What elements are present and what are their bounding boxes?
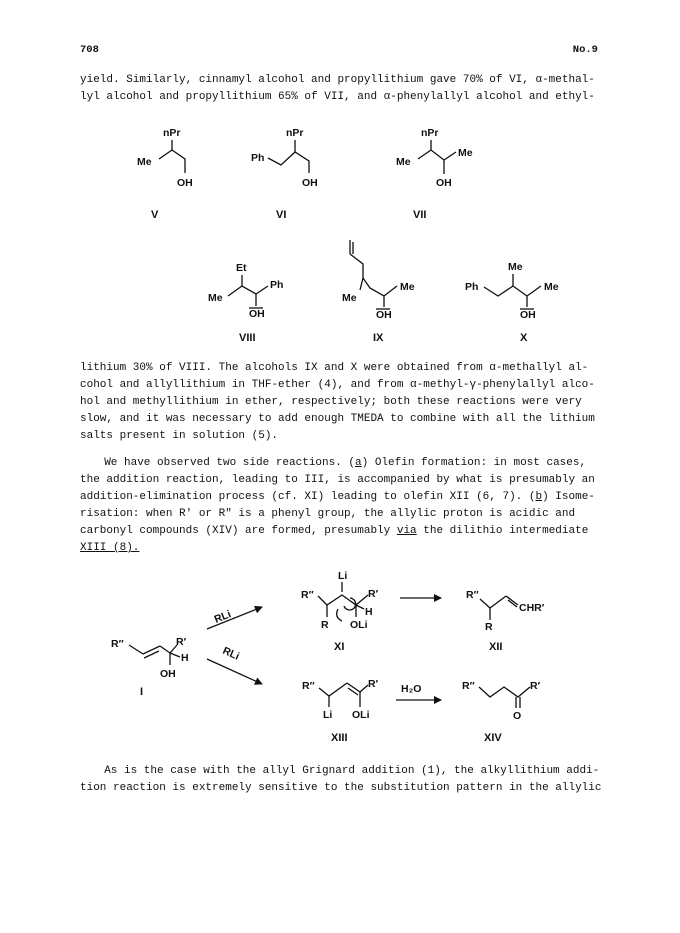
text-run: We have observed two side reactions. ( [104,457,356,469]
bond [350,254,363,278]
hydroxyl-label: OH [520,309,536,321]
substituent-label: nPr [163,127,181,139]
substituent-label: R″ [466,589,479,601]
text-line [80,489,620,506]
bond [129,645,143,654]
substituent-label: R′ [368,678,379,690]
bond [170,653,180,657]
bond [347,683,360,692]
text-run: via [396,525,417,537]
bond [160,646,170,653]
substituent-label: Et [236,262,247,274]
substituent-label: Me [396,156,411,168]
compound-number: XII [489,641,503,653]
substituent-label: Ph [270,279,284,291]
bond [356,605,364,609]
substituent-label: R″ [301,589,314,601]
electron-arrow [337,609,342,621]
compound-number: IX [373,332,384,344]
reagent-label: RLi [212,608,233,626]
bond [143,646,160,654]
substituent-label: Me [137,156,152,168]
compound-number: I [140,686,144,698]
reagent-label: H₂O [401,683,422,695]
compound-number: VI [276,209,287,221]
text-run: addition-elimination process (cf. XI) leading to olefin XII (6, 7). ( [80,491,536,503]
structure-V [137,127,193,221]
bond [480,596,506,608]
bond [360,685,368,692]
compound-number: V [151,209,159,221]
reaction-arrow [207,659,262,684]
bond [268,152,309,173]
hydroxyl-label: OH [177,177,193,189]
substituent-label: nPr [286,127,304,139]
compound-number: VII [413,209,427,221]
text-line: XIII (8). [80,542,140,554]
reaction-scheme [0,565,680,765]
substituent-label: R′ [530,680,541,692]
paragraph-3 [80,455,620,557]
hydroxyl-label: OH [160,668,176,680]
substituent-label: Me [458,147,473,159]
text-line [80,523,620,540]
oli-label: OLi [352,709,370,721]
bond [418,150,456,160]
bond [318,595,368,605]
structure-XI [301,570,379,653]
paragraph-1 [80,72,620,106]
bond [228,286,268,296]
structures-row-1 [0,118,680,344]
substituent-label: R″ [302,680,315,692]
substituent-label: R′ [368,588,379,600]
oxygen-label: O [513,710,522,722]
text-line: salts present in solution (5). [80,430,279,442]
text-run: the dilithio intermediate [416,525,589,537]
compound-number: X [520,332,528,344]
issue-number: No.9 [572,44,598,56]
bond [159,150,185,173]
text-run: ) Isome- [542,491,595,503]
bond [479,687,530,697]
substituent-label: Me [508,261,523,273]
substituent-label: CHR′ [519,602,545,614]
hydrogen-label: H [181,652,189,664]
paragraph-4 [80,763,620,797]
substituent-label: nPr [421,127,439,139]
substituent-label: Ph [465,281,479,293]
structure-XIV [462,680,541,744]
text-line: yield. Similarly, cinnamyl alcohol and propyllithium gave 70% of VI, α-methal- [80,74,595,86]
substituent-label: Ph [251,152,265,164]
substituent-label: Me [342,292,357,304]
hydrogen-label: H [365,606,373,618]
substituent-label: R [321,619,329,631]
hydroxyl-label: OH [376,309,392,321]
hydroxyl-label: OH [436,177,452,189]
bond [319,683,347,696]
substituent-label: Me [544,281,559,293]
page-number: 708 [80,44,99,56]
text-line: lyl alcohol and propyllithium 65% of VII, and α-phenylallyl alcohol and ethyl- [80,91,595,103]
bond [484,286,541,296]
text-line: risation: when R′ or R″ is a phenyl group, the allylic proton is acidic and [80,508,576,520]
text-line: the addition reaction, leading to III, is accompanied by what is presumably an [80,474,595,486]
substituent-label: R′ [176,636,187,648]
structure-IX [342,240,415,344]
substituent-label: Me [400,281,415,293]
text-run: carbonyl compounds (XIV) are formed, presumably [80,525,397,537]
text-line: lithium 30% of VIII. The alcohols IX and X were obtained from α-methallyl al- [80,362,589,374]
text-run: a [355,457,362,469]
text-line: hol and methyllithium in ether, respectively; both these reactions were very [80,396,582,408]
structure-X [465,261,559,344]
lithium-label: Li [338,570,348,582]
hydroxyl-label: OH [249,308,265,320]
compound-number: VIII [239,332,256,344]
compound-number: XI [334,641,345,653]
structure-VII [396,127,473,221]
paragraph-2 [80,360,620,445]
text-line: tion reaction is extremely sensitive to the substitution pattern in the allylic [80,782,602,794]
hydroxyl-label: OH [302,177,318,189]
structure-XII [466,589,545,653]
substituent-label: Me [208,292,223,304]
text-line: slow, and it was necessary to add enough TMEDA to combine with all the lithium [80,413,595,425]
structure-VIII [208,262,283,344]
oli-label: OLi [350,619,368,631]
lithium-label: Li [323,709,333,721]
text-line [80,455,620,472]
substituent-label: R″ [111,638,124,650]
compound-number: XIII [331,732,348,744]
bond [363,278,397,296]
compound-number: XIV [484,732,502,744]
text-run: b [535,491,543,503]
structure-I [111,636,189,698]
structure-VI [251,127,318,221]
bond [360,278,363,290]
substituent-label: R″ [462,680,475,692]
substituent-label: R [485,621,493,633]
text-line: cohol and allyllithium in THF-ether (4), and from α-methyl-γ-phenylallyl alco- [80,379,595,391]
reagent-label: RLi [220,644,242,663]
structure-XIII [302,678,379,744]
text-line: As is the case with the allyl Grignard addition (1), the alkyllithium addi- [104,765,600,777]
text-run: ) Olefin formation: in most cases, [361,457,587,469]
